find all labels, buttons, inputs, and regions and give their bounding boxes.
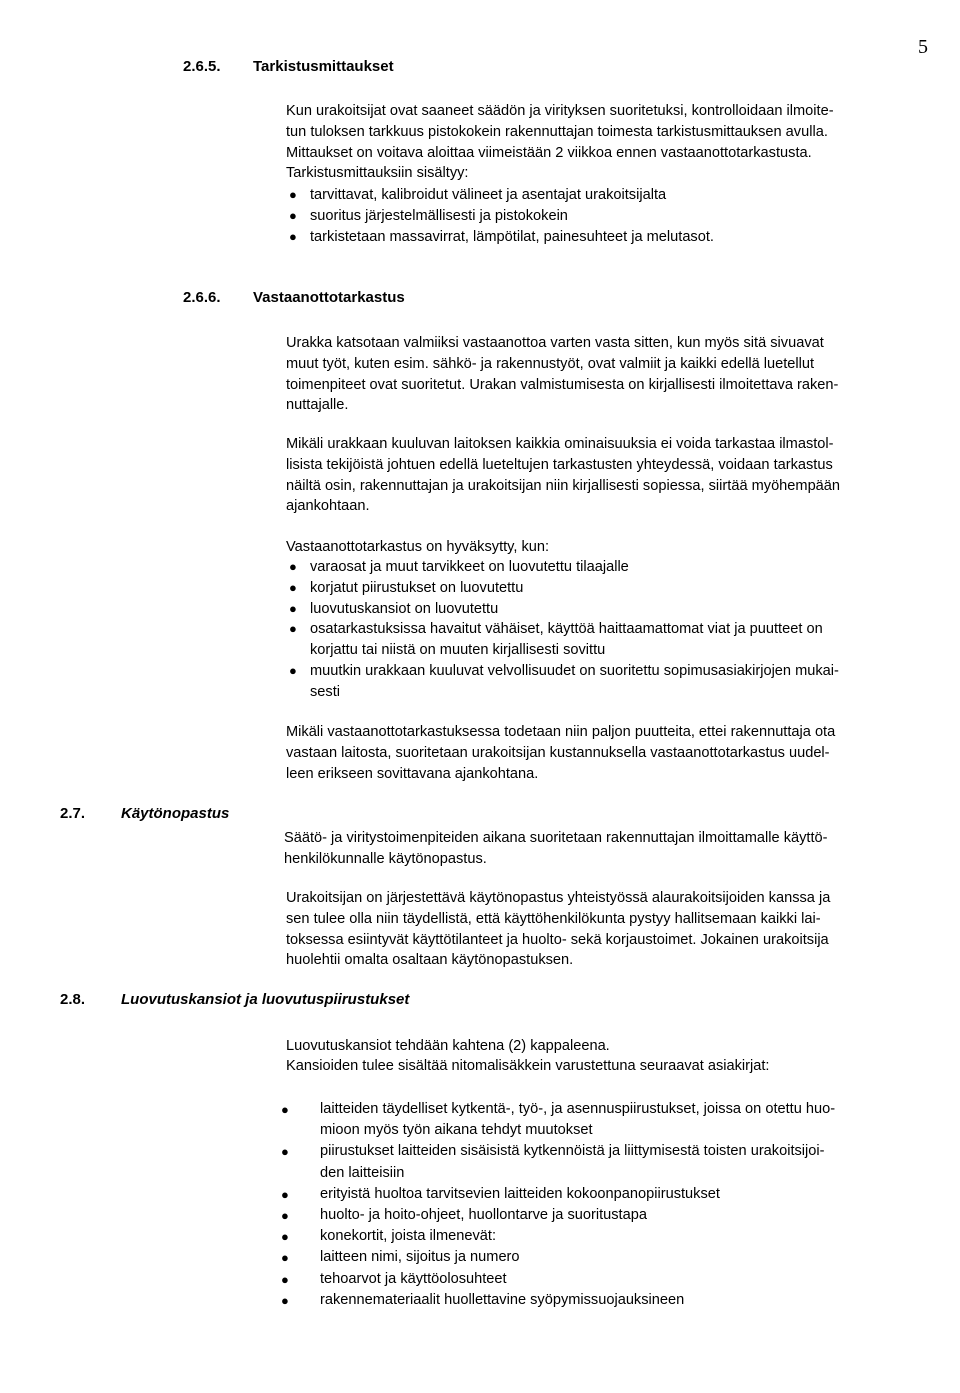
- bullet-icon: ●: [289, 187, 297, 202]
- text-line: toksessa esiintyvät käyttötilanteet ja huolto- sekä korjaustoimet. Jokainen urakoitsija: [286, 931, 829, 948]
- list-item: ● rakennemateriaalit huollettavine syöpymissuojauksineen: [320, 1290, 940, 1311]
- text-line: lisista tekijöistä johtuen edellä lueteltujen tarkastusten yhteydessä, voidaan tarkastus: [286, 456, 833, 473]
- section-27-paragraph-1: [284, 828, 939, 870]
- bullet-icon: ●: [281, 1229, 289, 1245]
- section-265-title: Tarkistusmittaukset: [253, 58, 394, 75]
- text-line: Urakoitsijan on järjestettävä käytönopastus yhteistyössä alaurakoitsijoiden kanssa ja: [286, 890, 831, 906]
- bullet-icon: ●: [289, 621, 297, 637]
- list-item: ● huolto- ja hoito-ohjeet, huollontarve ja suoritustapa: [320, 1205, 940, 1226]
- text-line: Mikäli vastaanottotarkastuksessa todetaan niin paljon puutteita, ettei rakennuttaja ota: [286, 724, 836, 740]
- section-27-number: 2.7.: [60, 805, 86, 822]
- text-line: nuttajalle.: [286, 397, 349, 414]
- section-265-number: 2.6.5.: [183, 58, 221, 75]
- section-266-title: Vastaanottotarkastus: [253, 289, 405, 306]
- text-line: tun tuloksen tarkkuus pistokokein rakennuttajan toimesta tarkistusmittauksen avulla.: [286, 123, 828, 140]
- bullet-icon: ●: [281, 1186, 289, 1202]
- list-item: ● osatarkastuksissa havaitut vähäiset, käyttöä haittaamattomat viat ja puutteet on korjattu tai niistä on muuten kirjallisesti sovittu: [289, 621, 823, 659]
- section-266-paragraph-1: [286, 333, 941, 416]
- text-line: leen erikseen sovittavana ajankohtana.: [286, 765, 539, 782]
- text-line: toimenpiteet ovat suoritetut. Urakan valmistumisesta on kirjallisesti ilmoitettava raken-: [286, 376, 839, 393]
- text-line: Mikäli urakkaan kuuluvan laitoksen kaikkia ominaisuuksia ei voida tarkastaa ilmastol-: [286, 436, 834, 452]
- section-266-paragraph-4: [286, 722, 941, 784]
- text-line: Mittaukset on voitava aloittaa viimeistään 2 viikkoa ennen vastaanottotarkastusta.: [286, 144, 812, 161]
- text-line: Säätö- ja viritystoimenpiteiden aikana suoritetaan rakennuttajan ilmoittamalle käyttö-: [284, 830, 828, 846]
- bullet-icon: ●: [289, 228, 297, 244]
- bullet-icon: ●: [289, 600, 297, 616]
- section-266-bullet-list: [289, 557, 940, 703]
- section-27-paragraph-2: [286, 888, 941, 971]
- bullet-icon: ●: [281, 1144, 289, 1160]
- section-28-paragraph-2: Kansioiden tulee sisältää nitomalisäkkein varustettuna seuraavat asiakirjat:: [286, 1058, 770, 1074]
- section-27-title: Käytönopastus: [121, 805, 230, 822]
- list-item: ● korjatut piirustukset on luovutettu: [310, 578, 940, 599]
- section-28-title: Luovutuskansiot ja luovutuspiirustukset: [121, 991, 410, 1008]
- text-line: Tarkistusmittauksiin sisältyy:: [286, 165, 469, 182]
- bullet-icon: ●: [289, 559, 297, 574]
- text-line: Urakka katsotaan valmiiksi vastaanottoa varten vasta sitten, kun myös sitä sivuavat: [286, 335, 824, 351]
- section-265-bullet-list: [289, 185, 960, 247]
- page-number: 5: [918, 36, 928, 58]
- text-line: ajankohtaan.: [286, 498, 370, 515]
- section-28-paragraph-1: Luovutuskansiot tehdään kahtena (2) kappaleena.: [286, 1038, 610, 1054]
- text-line: näiltä osin, rakennuttajan ja urakoitsijan niin kirjallisesti sopiessa, siirtää myöhempään: [286, 477, 841, 494]
- list-item: ● muutkin urakkaan kuuluvat velvollisuudet on suoritettu sopimusasiakirjojen mukai- sesti: [289, 662, 839, 700]
- text-line: sen tulee olla niin täydellistä, että käyttöhenkilökunta pystyy hallitsemaan kaikki lai-: [286, 910, 821, 927]
- bullet-icon: ●: [289, 579, 297, 595]
- section-28-bullet-list: [281, 1099, 940, 1311]
- list-item: ● konekortit, joista ilmenevät:: [320, 1226, 940, 1247]
- text-line: muut työt, kuten esim. sähkö- ja rakennustyöt, ovat valmiit ja kaikki edellä luetellut: [286, 355, 815, 372]
- bullet-icon: ●: [289, 207, 297, 223]
- list-item: ● erityistä huoltoa tarvitsevien laitteiden kokoonpanopiirustukset: [320, 1184, 940, 1205]
- section-266-paragraph-3: Vastaanottotarkastus on hyväksytty, kun:: [286, 539, 550, 555]
- list-item: ● laitteiden täydelliset kytkentä-, työ-, ja asennuspiirustukset, joissa on otettu huo- mioon myös työn aikana tehdyt muutokset: [281, 1101, 836, 1139]
- section-266-paragraph-2: [286, 434, 941, 517]
- text-line: henkilökunnalle käytönopastus.: [284, 850, 487, 867]
- bullet-icon: ●: [281, 1250, 289, 1266]
- text-line: Kun urakoitsijat ovat saaneet säädön ja virityksen suoritetuksi, kontrolloidaan ilmoite-: [286, 103, 834, 119]
- bullet-icon: ●: [281, 1292, 289, 1308]
- section-266-number: 2.6.6.: [183, 289, 221, 306]
- list-item: ● suoritus järjestelmällisesti ja pistokokein: [310, 206, 960, 227]
- bullet-icon: ●: [281, 1271, 289, 1287]
- list-item: ● varaosat ja muut tarvikkeet on luovutettu tilaajalle: [310, 557, 940, 578]
- list-item: ● tehoarvot ja käyttöolosuhteet: [320, 1269, 940, 1290]
- list-item: ● luovutuskansiot on luovutettu: [310, 599, 940, 620]
- list-item: ● laitteen nimi, sijoitus ja numero: [320, 1247, 940, 1268]
- section-265-paragraph: [286, 101, 941, 184]
- bullet-icon: ●: [281, 1102, 289, 1117]
- text-line: huolehtii omalta osaltaan käytönopastuksen.: [286, 952, 574, 969]
- bullet-icon: ●: [289, 662, 297, 678]
- section-28-number: 2.8.: [60, 991, 86, 1008]
- bullet-icon: ●: [281, 1208, 289, 1224]
- text-line: vastaan laitosta, suoritetaan urakoitsijan kustannuksella vastaanottotarkastus uudel-: [286, 744, 830, 761]
- list-item: ● piirustukset laitteiden sisäisistä kytkennöistä ja liittymisestä toisten urakoitsijoi- den laitteisiin: [281, 1143, 825, 1181]
- list-item: ● tarkistetaan massavirrat, lämpötilat, painesuhteet ja melutasot.: [310, 227, 960, 248]
- list-item: ● tarvittavat, kalibroidut välineet ja asentajat urakoitsijalta: [310, 185, 960, 206]
